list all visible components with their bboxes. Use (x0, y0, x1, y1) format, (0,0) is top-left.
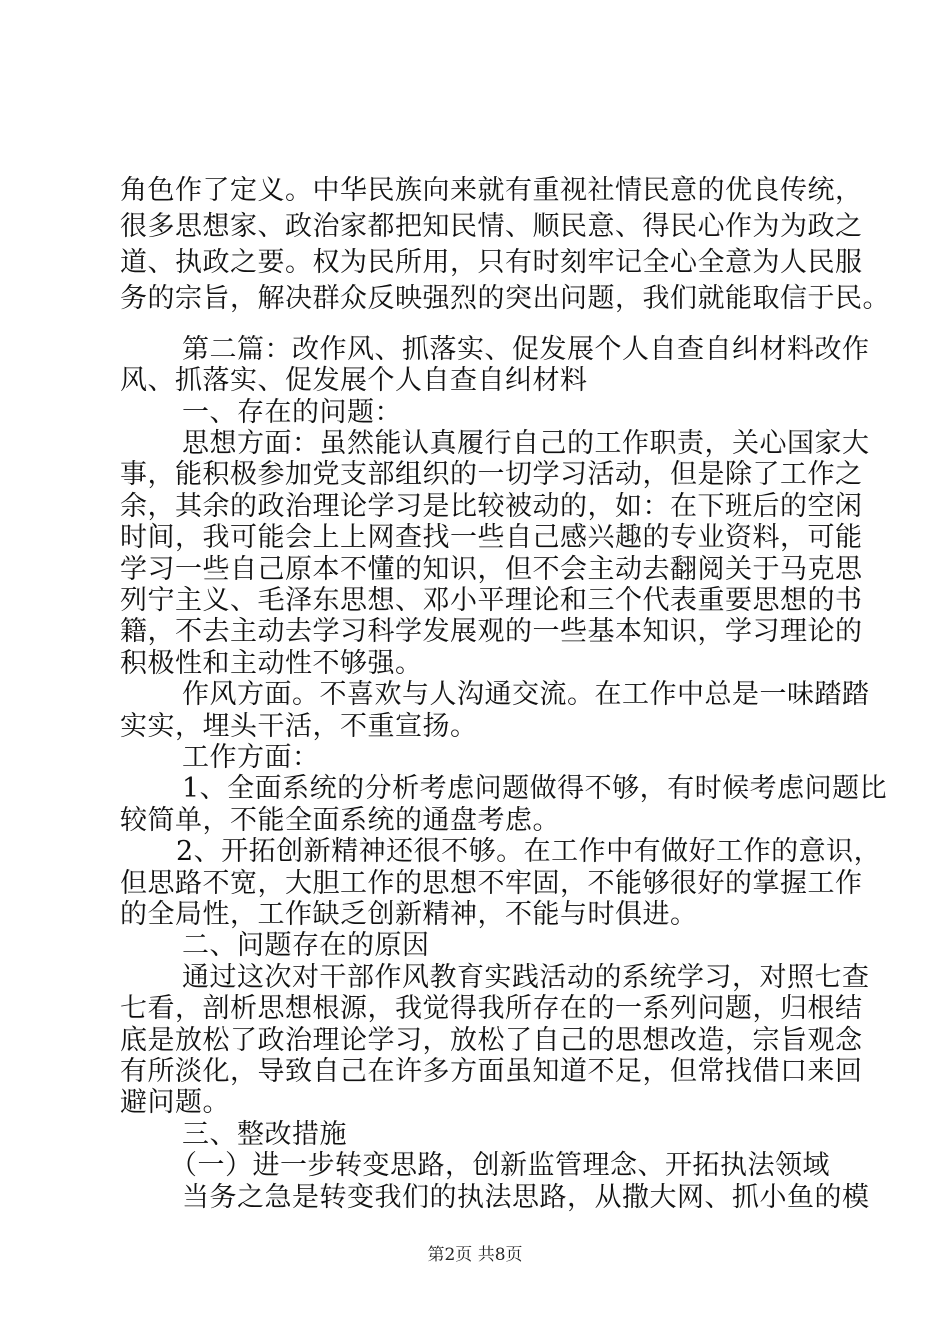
section-title-line: 第二篇：改作风、抓落实、促发展个人自查自纠材料改作 (182, 334, 870, 365)
body-line: 底是放松了政治理论学习，放松了自己的思想改造，宗旨观念 (120, 1025, 863, 1056)
body-line: 但思路不宽，大胆工作的思想不牢固，不能够很好的掌握工作 (120, 868, 863, 899)
body-line: 避问题。 (120, 1087, 230, 1118)
body-line: 较简单，不能全面系统的通盘考虑。 (120, 805, 560, 836)
body-line: 列宁主义、毛泽东思想、邓小平理论和三个代表重要思想的书 (120, 585, 863, 616)
body-line: 务的宗旨，解决群众反映强烈的突出问题，我们就能取信于民。 (120, 283, 890, 314)
body-line: 时间，我可能会上上网查找一些自己感兴趣的专业资料，可能 (120, 522, 863, 553)
body-line: 很多思想家、政治家都把知民情、顺民意、得民心作为为政之 (120, 211, 863, 242)
section-title-line: 风、抓落实、促发展个人自查自纠材料 (120, 365, 588, 396)
list-item-line: 1、全面系统的分析考虑问题做得不够，有时候考虑问题比 (182, 773, 888, 804)
body-line: 实实，埋头干活，不重宣扬。 (120, 711, 478, 742)
heading-line: 工作方面： (182, 742, 320, 773)
heading-line: 二、问题存在的原因 (182, 930, 430, 961)
body-line: 角色作了定义。中华民族向来就有重视社情民意的优良传统， (120, 175, 863, 206)
body-line: 七看，剖析思想根源，我觉得我所存在的一系列问题，归根结 (120, 993, 863, 1024)
body-line: 事，能积极参加党支部组织的一切学习活动，但是除了工作之 (120, 459, 863, 490)
body-line: 有所淡化，导致自己在许多方面虽知道不足，但常找借口来回 (120, 1056, 863, 1087)
body-line: 通过这次对干部作风教育实践活动的系统学习，对照七查 (182, 962, 870, 993)
heading-line: 三、整改措施 (182, 1119, 347, 1150)
body-line: 余，其余的政治理论学习是比较被动的，如：在下班后的空闲 (120, 491, 863, 522)
body-line: 积极性和主动性不够强。 (120, 648, 423, 679)
subheading-line: （一）进一步转变思路，创新监管理念、开拓执法领域 (170, 1150, 830, 1181)
heading-line: 一、存在的问题： (182, 397, 402, 428)
list-item-line: 2、开拓创新精神还很不够。在工作中有做好工作的意识， (176, 836, 882, 867)
body-line: 道、执政之要。权为民所用，只有时刻牢记全心全意为人民服 (120, 247, 863, 278)
page-number-footer: 第2页 共8页 (427, 1245, 523, 1265)
body-line: 当务之急是转变我们的执法思路，从撒大网、抓小鱼的模 (182, 1182, 870, 1213)
body-line: 作风方面。不喜欢与人沟通交流。在工作中总是一味踏踏 (182, 679, 870, 710)
body-line: 学习一些自己原本不懂的知识，但不会主动去翻阅关于马克思 (120, 554, 863, 585)
body-line: 的全局性，工作缺乏创新精神，不能与时俱进。 (120, 899, 698, 930)
body-line: 籍，不去主动去学习科学发展观的一些基本知识，学习理论的 (120, 616, 863, 647)
body-line: 思想方面：虽然能认真履行自己的工作职责，关心国家大 (182, 428, 870, 459)
